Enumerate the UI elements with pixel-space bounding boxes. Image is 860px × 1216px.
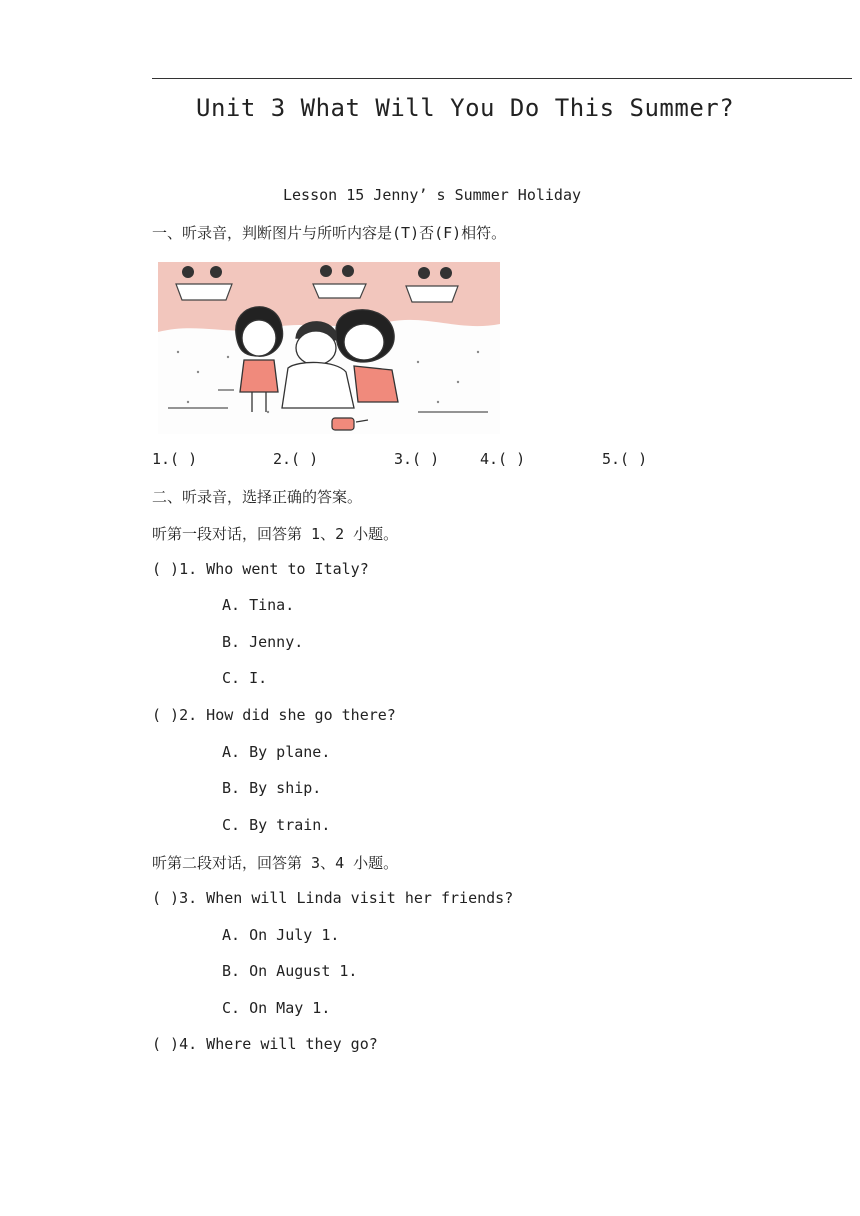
dialog1-instruction: 听第一段对话，回答第 1、2 小题。 bbox=[152, 525, 399, 543]
question-2-option-c: C. By train. bbox=[222, 816, 331, 834]
lesson-title: Lesson 15 Jenny’ s Summer Holiday bbox=[283, 186, 582, 204]
answer-blank-3[interactable]: 3.( ) bbox=[394, 450, 440, 468]
question-3-option-c: C. On May 1. bbox=[222, 999, 331, 1017]
question-3-option-a: A. On July 1. bbox=[222, 926, 340, 944]
dialog2-instruction: 听第二段对话，回答第 3、4 小题。 bbox=[152, 854, 399, 872]
section2-instruction: 二、听录音，选择正确的答案。 bbox=[152, 488, 363, 506]
answer-blank-2[interactable]: 2.( ) bbox=[273, 450, 319, 468]
question-2: ( )2. How did she go there? bbox=[152, 706, 396, 724]
question-2-option-a: A. By plane. bbox=[222, 743, 331, 761]
question-2-option-b: B. By ship. bbox=[222, 779, 322, 797]
section1-instruction: 一、听录音，判断图片与所听内容是(T)否(F)相符。 bbox=[152, 224, 507, 242]
answer-blank-4[interactable]: 4.( ) bbox=[480, 450, 526, 468]
beach-illustration bbox=[158, 262, 500, 434]
question-1-option-a: A. Tina. bbox=[222, 596, 295, 614]
question-3-option-b: B. On August 1. bbox=[222, 962, 358, 980]
answer-blank-1[interactable]: 1.( ) bbox=[152, 450, 198, 468]
question-3: ( )3. When will Linda visit her friends? bbox=[152, 889, 514, 907]
header-rule bbox=[152, 78, 852, 79]
question-1-option-b: B. Jenny. bbox=[222, 633, 304, 651]
question-4: ( )4. Where will they go? bbox=[152, 1035, 378, 1053]
page-title: Unit 3 What Will You Do This Summer? bbox=[196, 94, 735, 122]
answer-blank-5[interactable]: 5.( ) bbox=[602, 450, 648, 468]
question-1: ( )1. Who went to Italy? bbox=[152, 560, 369, 578]
question-1-option-c: C. I. bbox=[222, 669, 268, 687]
section1-answer-row bbox=[152, 450, 712, 472]
